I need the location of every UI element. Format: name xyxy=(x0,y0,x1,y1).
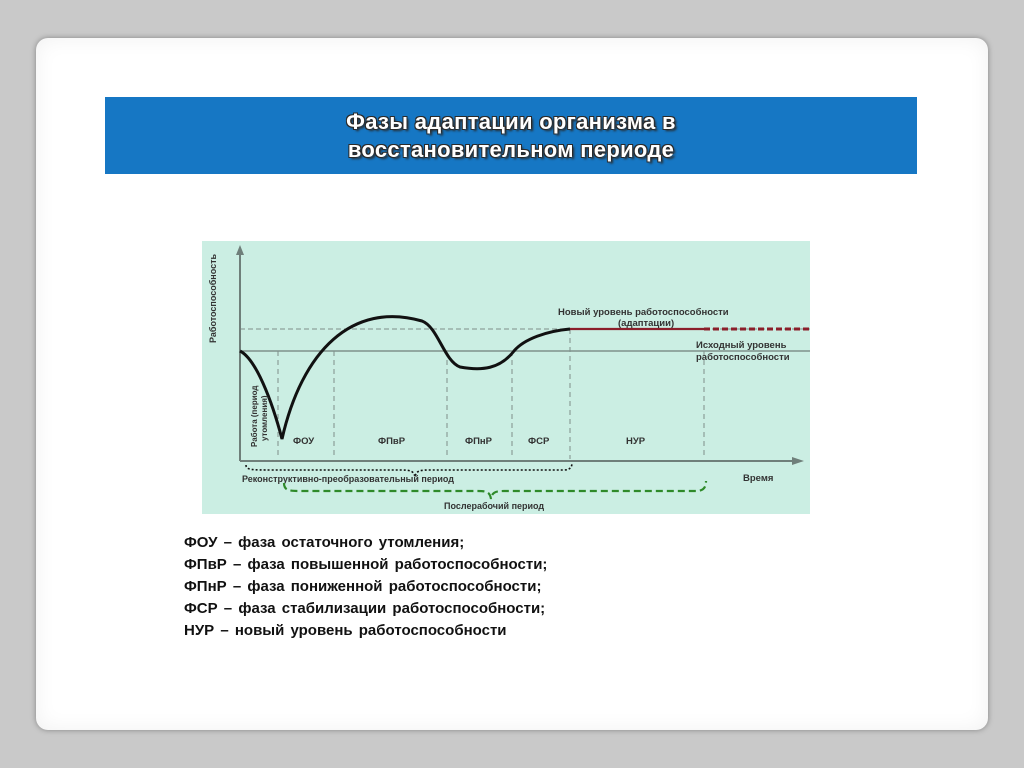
work-label-line-2: утомления) xyxy=(260,395,269,441)
legend-item-fpvr: ФПвР – фаза повышенной работоспособности; xyxy=(184,556,548,573)
phase-label-fsr: ФСР xyxy=(528,436,550,447)
legend-item-fsr: ФСР – фаза стабилизации работоспособности; xyxy=(184,600,546,617)
abbreviation-legend xyxy=(184,532,547,642)
title-line-2: восстановительном периоде xyxy=(347,136,675,162)
phase-label-nur: НУР xyxy=(626,436,646,447)
work-label-line-1: Работа (период xyxy=(250,385,259,447)
phase-label-fou: ФОУ xyxy=(293,436,315,447)
initial-level-label-line-2: работоспособности xyxy=(696,352,790,363)
phase-label-fpvr: ФПвР xyxy=(378,436,406,447)
adaptation-phases-diagram xyxy=(202,241,810,514)
postwork-period-label: Послерабочий период xyxy=(444,501,545,511)
slide xyxy=(36,38,988,730)
legend-item-nur: НУР – новый уровень работоспособности xyxy=(184,622,507,639)
new-level-label-line-2: (адаптации) xyxy=(618,318,675,329)
phase-label-fpnr: ФПнР xyxy=(465,436,493,447)
y-axis-label: Работоспособность xyxy=(208,253,218,343)
reconstructive-period-label: Реконструктивно-преобразовательный период xyxy=(242,474,454,484)
initial-level-label-line-1: Исходный уровень xyxy=(696,340,787,351)
x-axis-label: Время xyxy=(743,473,774,484)
title-banner xyxy=(105,97,917,174)
title-line-1: Фазы адаптации организма в xyxy=(346,108,676,134)
legend-item-fou: ФОУ – фаза остаточного утомления; xyxy=(184,534,465,551)
legend-item-fpnr: ФПнР – фаза пониженной работоспособности; xyxy=(184,578,542,595)
new-level-label-line-1: Новый уровень работоспособности xyxy=(558,307,729,318)
